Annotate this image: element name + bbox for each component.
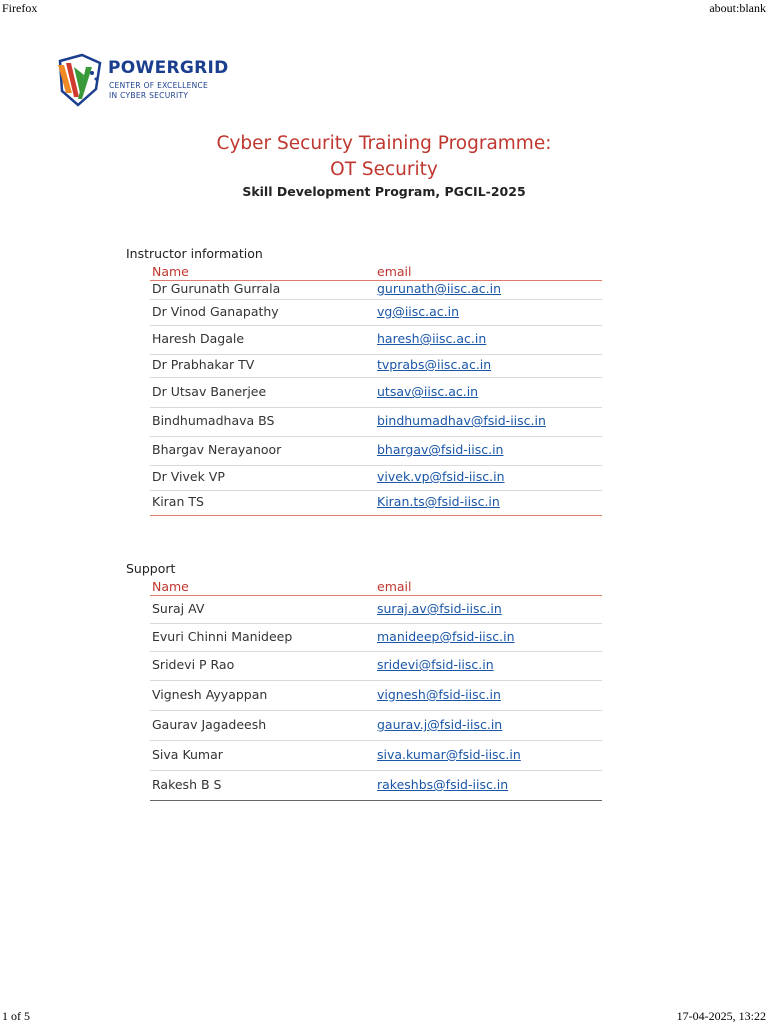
support-section-heading: Support: [126, 561, 176, 576]
email-link[interactable]: siva.kumar@fsid-iisc.in: [377, 747, 521, 762]
document-subtitle: Skill Development Program, PGCIL-2025: [242, 184, 526, 199]
person-name: Bhargav Nerayanoor: [152, 442, 282, 457]
instructor-table-header: [150, 264, 602, 281]
person-name: Dr Prabhakar TV: [152, 357, 255, 372]
email-link[interactable]: rakeshbs@fsid-iisc.in: [377, 777, 509, 792]
browser-url: about:blank: [709, 1, 766, 15]
table-row: [150, 771, 602, 801]
person-name: Suraj AV: [152, 601, 205, 616]
person-name: Dr Vinod Ganapathy: [152, 304, 279, 319]
email-column-header: email: [377, 579, 412, 594]
document-title-line1: Cyber Security Training Programme:: [216, 133, 552, 154]
document-title-line2: OT Security: [330, 159, 438, 180]
email-link[interactable]: utsav@iisc.ac.in: [377, 384, 479, 399]
person-name: Dr Gurunath Gurrala: [152, 281, 281, 296]
support-table: [150, 579, 602, 801]
table-row: [150, 741, 602, 771]
print-datetime: 17-04-2025, 13:22: [676, 1009, 766, 1023]
name-column-header: Name: [152, 579, 189, 594]
person-name: Rakesh B S: [152, 777, 222, 792]
powergrid-logo: [52, 53, 242, 109]
shield-logo-icon: [52, 53, 104, 107]
table-row: [150, 681, 602, 711]
instructor-table: [150, 264, 602, 516]
person-name: Sridevi P Rao: [152, 657, 235, 672]
person-name: Kiran TS: [152, 494, 204, 509]
person-name: Siva Kumar: [152, 747, 223, 762]
browser-app-name: Firefox: [2, 1, 38, 15]
email-link[interactable]: haresh@iisc.ac.in: [377, 331, 487, 346]
table-row: [150, 624, 602, 652]
person-name: Dr Utsav Banerjee: [152, 384, 267, 399]
email-link[interactable]: gaurav.j@fsid-iisc.in: [377, 717, 503, 732]
person-name: Dr Vivek VP: [152, 469, 225, 484]
email-link[interactable]: manideep@fsid-iisc.in: [377, 629, 515, 644]
logo-subtitle-line2: IN CYBER SECURITY: [109, 91, 189, 100]
logo-subtitle-line1: CENTER OF EXCELLENCE: [109, 81, 209, 90]
logo-brand-text: POWERGRID: [108, 58, 229, 78]
email-link[interactable]: sridevi@fsid-iisc.in: [377, 657, 494, 672]
email-link[interactable]: Kiran.ts@fsid-iisc.in: [377, 494, 500, 509]
email-link[interactable]: gurunath@iisc.ac.in: [377, 281, 502, 296]
table-row: [150, 326, 602, 355]
name-column-header: Name: [152, 264, 189, 279]
email-link[interactable]: vignesh@fsid-iisc.in: [377, 687, 501, 702]
email-link[interactable]: bindhumadhav@fsid-iisc.in: [377, 413, 546, 428]
email-link[interactable]: vivek.vp@fsid-iisc.in: [377, 469, 505, 484]
person-name: Gaurav Jagadeesh: [152, 717, 267, 732]
person-name: Bindhumadhava BS: [152, 413, 275, 428]
table-row: [150, 408, 602, 437]
email-link[interactable]: tvprabs@iisc.ac.in: [377, 357, 492, 372]
table-row: [150, 281, 602, 300]
email-link[interactable]: vg@iisc.ac.in: [377, 304, 460, 319]
table-row: [150, 466, 602, 491]
email-column-header: email: [377, 264, 412, 279]
table-row: [150, 652, 602, 681]
print-footer: [0, 1009, 768, 1024]
table-row: [150, 711, 602, 741]
table-row: [150, 596, 602, 624]
print-header: [0, 1, 768, 17]
table-row: [150, 378, 602, 408]
person-name: Evuri Chinni Manideep: [152, 629, 293, 644]
table-row: [150, 491, 602, 516]
person-name: Haresh Dagale: [152, 331, 245, 346]
email-link[interactable]: bhargav@fsid-iisc.in: [377, 442, 504, 457]
page-counter: 1 of 5: [2, 1009, 30, 1023]
email-link[interactable]: suraj.av@fsid-iisc.in: [377, 601, 502, 616]
person-name: Vignesh Ayyappan: [152, 687, 268, 702]
table-row: [150, 300, 602, 326]
support-table-header: [150, 579, 602, 596]
table-row: [150, 355, 602, 378]
instructor-section-heading: Instructor information: [126, 246, 263, 261]
table-row: [150, 437, 602, 466]
